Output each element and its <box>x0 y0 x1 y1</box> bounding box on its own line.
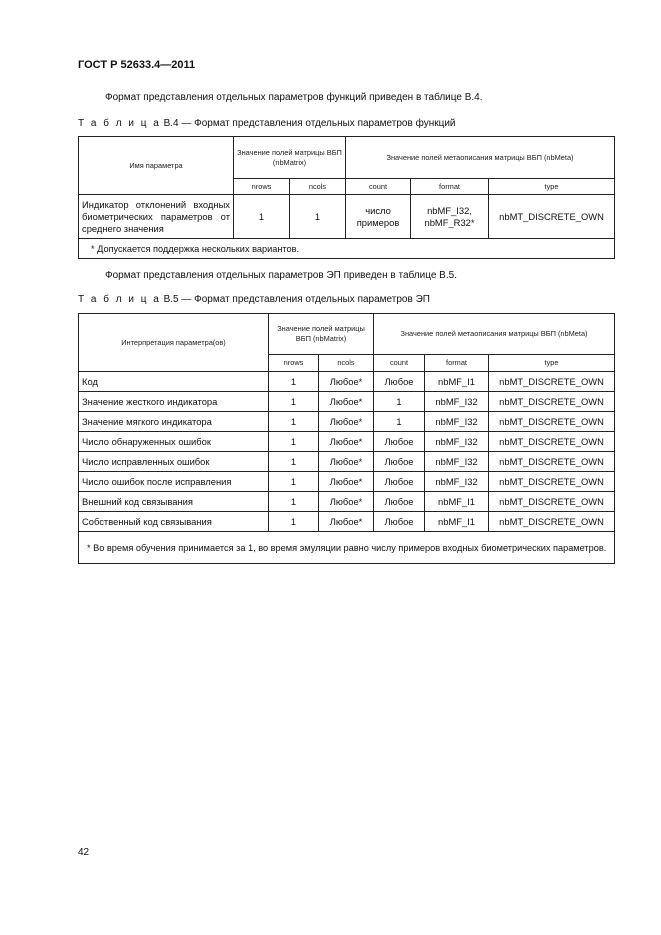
table-b5-caption-prefix: Т а б л и ц а <box>78 294 161 305</box>
table-b5-cell-type: nbMT_DISCRETE_OWN <box>489 412 615 432</box>
table-b5-cell-name: Число обнаруженных ошибок <box>79 432 269 452</box>
page-number: 42 <box>78 847 90 858</box>
table-b4-cell-name: Индикатор отклонений входных биометрических параметров от среднего значения <box>79 195 234 239</box>
table-b5-cell-count: Любое <box>374 472 425 492</box>
table-b4-subheader-format: format <box>411 179 489 195</box>
table-b5-caption <box>78 294 430 305</box>
table-row <box>79 412 615 432</box>
table-b5-cell-ncols: Любое* <box>319 372 374 392</box>
table-row <box>79 432 615 452</box>
table-b4-cell-nrows: 1 <box>234 195 290 239</box>
table-b4-subheader-count: count <box>346 179 411 195</box>
table-b5-cell-nrows: 1 <box>269 472 319 492</box>
table-b5-cell-type: nbMT_DISCRETE_OWN <box>489 492 615 512</box>
table-b4-header-matrix: Значение полей матрицы ВБП (nbMatrix) <box>234 137 346 179</box>
document-header: ГОСТ Р 52633.4—2011 <box>78 59 196 71</box>
table-b5-cell-type: nbMT_DISCRETE_OWN <box>489 432 615 452</box>
table-b5-cell-ncols: Любое* <box>319 512 374 532</box>
table-b5-subheader-format: format <box>425 355 489 372</box>
table-b5-cell-name: Код <box>79 372 269 392</box>
table-b5-cell-count: 1 <box>374 412 425 432</box>
table-b5-cell-count: Любое <box>374 432 425 452</box>
table-b5-cell-ncols: Любое* <box>319 472 374 492</box>
table-b5-cell-count: Любое <box>374 452 425 472</box>
table-b5-cell-type: nbMT_DISCRETE_OWN <box>489 372 615 392</box>
table-b5-cell-ncols: Любое* <box>319 412 374 432</box>
table-b4 <box>78 136 615 259</box>
table-b5-cell-ncols: Любое* <box>319 452 374 472</box>
table-b5-subheader-type: type <box>489 355 615 372</box>
table-b5-cell-format: nbMF_I1 <box>425 372 489 392</box>
table-b4-cell-type: nbMT_DISCRETE_OWN <box>489 195 615 239</box>
table-b5-cell-nrows: 1 <box>269 392 319 412</box>
table-b5-cell-name: Внешний код связывания <box>79 492 269 512</box>
table-b5-cell-count: 1 <box>374 392 425 412</box>
table-b5-cell-nrows: 1 <box>269 512 319 532</box>
table-b5-cell-name: Значение мягкого индикатора <box>79 412 269 432</box>
table-b4-cell-count: число примеров <box>346 195 411 239</box>
table-b4-caption <box>78 118 456 129</box>
table-b5-cell-count: Любое <box>374 492 425 512</box>
table-b5-cell-name: Собственный код связывания <box>79 512 269 532</box>
table-b5-cell-nrows: 1 <box>269 492 319 512</box>
table-b4-header-name: Имя параметра <box>79 137 234 195</box>
table-b5-header-meta: Значение полей метаописания матрицы ВБП (nbMeta) <box>374 314 615 355</box>
table-b5-cell-ncols: Любое* <box>319 492 374 512</box>
table-b5-subheader-count: count <box>374 355 425 372</box>
table-b4-subheader-ncols: ncols <box>290 179 346 195</box>
table-row <box>79 452 615 472</box>
table-b4-footnote: * Допускается поддержка нескольких вариантов. <box>79 239 615 259</box>
table-b5-header-name: Интерпретация параметра(ов) <box>79 314 269 372</box>
table-b5-cell-type: nbMT_DISCRETE_OWN <box>489 472 615 492</box>
table-b5-footnote: * Во время обучения принимается за 1, во время эмуляции равно числу примеров входных биометрических параметров. <box>79 532 615 564</box>
table-b5-cell-format: nbMF_I1 <box>425 492 489 512</box>
table-b5-cell-nrows: 1 <box>269 452 319 472</box>
table-b5-cell-name: Значение жесткого индикатора <box>79 392 269 412</box>
table-b5-header-matrix: Значение полей матрицы ВБП (nbMatrix) <box>269 314 374 355</box>
table-b5-cell-format: nbMF_I32 <box>425 452 489 472</box>
table-row <box>79 195 615 239</box>
table-row <box>79 392 615 412</box>
table-b5-cell-format: nbMF_I32 <box>425 412 489 432</box>
table-b5-cell-type: nbMT_DISCRETE_OWN <box>489 452 615 472</box>
table-b5-cell-type: nbMT_DISCRETE_OWN <box>489 392 615 412</box>
table-b5-cell-ncols: Любое* <box>319 432 374 452</box>
table-row <box>79 472 615 492</box>
table-b5-cell-type: nbMT_DISCRETE_OWN <box>489 512 615 532</box>
table-row <box>79 372 615 392</box>
table-b5-cell-format: nbMF_I32 <box>425 392 489 412</box>
table-b5-cell-count: Любое <box>374 512 425 532</box>
table-b5-cell-nrows: 1 <box>269 412 319 432</box>
table-b4-subheader-type: type <box>489 179 615 195</box>
table-b4-caption-prefix: Т а б л и ц а <box>78 118 161 129</box>
table-b5-cell-name: Число исправленных ошибок <box>79 452 269 472</box>
table-b5-caption-text: В.5 — Формат представления отдельных параметров ЭП <box>163 294 430 305</box>
table-b5-cell-name: Число ошибок после исправления <box>79 472 269 492</box>
table-b4-subheader-nrows: nrows <box>234 179 290 195</box>
table-b4-cell-ncols: 1 <box>290 195 346 239</box>
table-b4-cell-format: nbMF_I32, nbMF_R32* <box>411 195 489 239</box>
table-b5-subheader-ncols: ncols <box>319 355 374 372</box>
table-b5-cell-format: nbMF_I32 <box>425 472 489 492</box>
table-b4-caption-text: В.4 — Формат представления отдельных параметров функций <box>163 118 456 129</box>
table-b5-cell-format: nbMF_I32 <box>425 432 489 452</box>
table-b4-header-meta: Значение полей метаописания матрицы ВБП (nbMeta) <box>346 137 615 179</box>
table-row <box>79 492 615 512</box>
table-b5-cell-nrows: 1 <box>269 432 319 452</box>
table-b5 <box>78 313 615 564</box>
paragraph-table-b4-intro: Формат представления отдельных параметров функций приведен в таблице В.4. <box>105 92 483 103</box>
table-b5-cell-format: nbMF_I1 <box>425 512 489 532</box>
table-b5-cell-nrows: 1 <box>269 372 319 392</box>
table-b5-subheader-nrows: nrows <box>269 355 319 372</box>
paragraph-table-b5-intro: Формат представления отдельных параметров ЭП приведен в таблице В.5. <box>105 270 457 281</box>
table-b5-cell-count: Любое <box>374 372 425 392</box>
table-row <box>79 512 615 532</box>
table-b5-cell-ncols: Любое* <box>319 392 374 412</box>
